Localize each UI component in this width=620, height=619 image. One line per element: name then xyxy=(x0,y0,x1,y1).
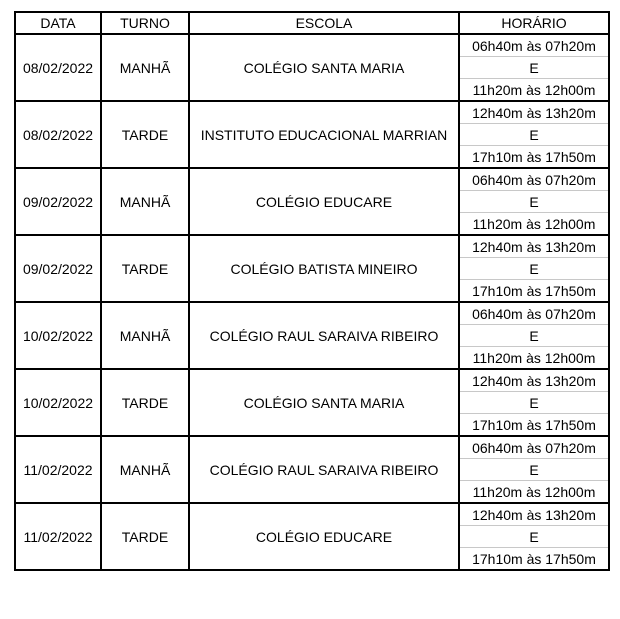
school-cell: COLÉGIO EDUCARE xyxy=(189,503,459,570)
shift-cell: MANHÃ xyxy=(101,436,189,503)
time-start-cell: 06h40m às 07h20m xyxy=(459,436,609,459)
shift-cell: MANHÃ xyxy=(101,34,189,101)
time-connector-cell: E xyxy=(459,124,609,146)
date-cell: 09/02/2022 xyxy=(15,168,101,235)
school-cell: COLÉGIO SANTA MARIA xyxy=(189,34,459,101)
time-end-cell: 17h10m às 17h50m xyxy=(459,414,609,437)
school-cell: COLÉGIO EDUCARE xyxy=(189,168,459,235)
shift-cell: MANHÃ xyxy=(101,168,189,235)
school-cell: COLÉGIO RAUL SARAIVA RIBEIRO xyxy=(189,436,459,503)
time-end-cell: 17h10m às 17h50m xyxy=(459,548,609,571)
shift-cell: TARDE xyxy=(101,503,189,570)
time-connector-cell: E xyxy=(459,258,609,280)
table-header-row xyxy=(15,12,609,34)
table-row xyxy=(15,503,609,526)
table-row xyxy=(15,168,609,191)
time-end-cell: 17h10m às 17h50m xyxy=(459,280,609,303)
table-row xyxy=(15,436,609,459)
table-row xyxy=(15,34,609,57)
table-row xyxy=(15,101,609,124)
header-horario: HORÁRIO xyxy=(459,12,609,34)
schedule-table xyxy=(14,11,610,571)
date-cell: 08/02/2022 xyxy=(15,34,101,101)
date-cell: 09/02/2022 xyxy=(15,235,101,302)
date-cell: 11/02/2022 xyxy=(15,503,101,570)
time-end-cell: 11h20m às 12h00m xyxy=(459,481,609,504)
time-end-cell: 11h20m às 12h00m xyxy=(459,79,609,102)
school-cell: COLÉGIO RAUL SARAIVA RIBEIRO xyxy=(189,302,459,369)
shift-cell: MANHÃ xyxy=(101,302,189,369)
time-start-cell: 12h40m às 13h20m xyxy=(459,369,609,392)
time-start-cell: 06h40m às 07h20m xyxy=(459,302,609,325)
school-cell: COLÉGIO SANTA MARIA xyxy=(189,369,459,436)
school-cell: COLÉGIO BATISTA MINEIRO xyxy=(189,235,459,302)
date-cell: 10/02/2022 xyxy=(15,302,101,369)
date-cell: 11/02/2022 xyxy=(15,436,101,503)
table-row xyxy=(15,369,609,392)
time-connector-cell: E xyxy=(459,459,609,481)
time-start-cell: 12h40m às 13h20m xyxy=(459,503,609,526)
time-connector-cell: E xyxy=(459,57,609,79)
time-connector-cell: E xyxy=(459,392,609,414)
date-cell: 08/02/2022 xyxy=(15,101,101,168)
time-start-cell: 06h40m às 07h20m xyxy=(459,34,609,57)
time-start-cell: 12h40m às 13h20m xyxy=(459,235,609,258)
time-connector-cell: E xyxy=(459,191,609,213)
header-turno: TURNO xyxy=(101,12,189,34)
time-end-cell: 11h20m às 12h00m xyxy=(459,347,609,370)
time-start-cell: 12h40m às 13h20m xyxy=(459,101,609,124)
table-row xyxy=(15,235,609,258)
school-cell: INSTITUTO EDUCACIONAL MARRIAN xyxy=(189,101,459,168)
shift-cell: TARDE xyxy=(101,369,189,436)
header-escola: ESCOLA xyxy=(189,12,459,34)
time-end-cell: 11h20m às 12h00m xyxy=(459,213,609,236)
time-end-cell: 17h10m às 17h50m xyxy=(459,146,609,169)
schedule-body xyxy=(15,34,609,570)
table-row xyxy=(15,302,609,325)
date-cell: 10/02/2022 xyxy=(15,369,101,436)
time-connector-cell: E xyxy=(459,325,609,347)
time-connector-cell: E xyxy=(459,526,609,548)
header-data: DATA xyxy=(15,12,101,34)
time-start-cell: 06h40m às 07h20m xyxy=(459,168,609,191)
shift-cell: TARDE xyxy=(101,235,189,302)
shift-cell: TARDE xyxy=(101,101,189,168)
